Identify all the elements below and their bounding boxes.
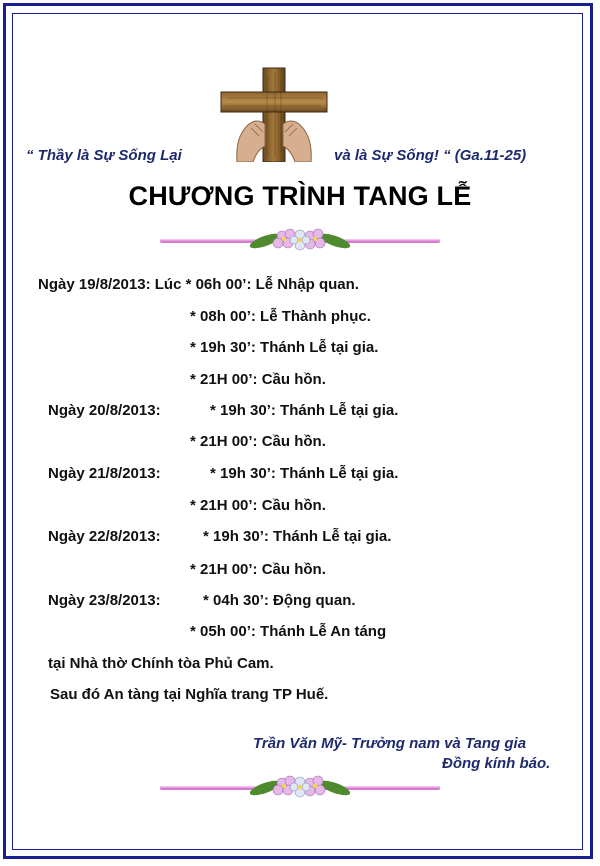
schedule-line: * 21H 00’: Cầu hồn.	[190, 497, 326, 514]
schedule-line: * 19h 30’: Thánh Lễ tại gia.	[190, 339, 379, 356]
quote-right: và là Sự Sống! “ (Ga.11-25)	[334, 147, 527, 164]
flower-divider-icon	[160, 228, 440, 254]
schedule-line: * 19h 30’: Thánh Lễ tại gia.	[203, 528, 392, 545]
schedule-line: * 21H 00’: Cầu hồn.	[190, 561, 326, 578]
schedule-line: * 19h 30’: Thánh Lễ tại gia.	[210, 465, 399, 482]
schedule-date: Ngày 22/8/2013:	[48, 528, 161, 545]
schedule-date: Ngày 23/8/2013:	[48, 592, 161, 609]
schedule-line: * 05h 00’: Thánh Lễ An táng	[190, 623, 387, 640]
flower-divider-icon	[160, 775, 440, 801]
schedule-line: Sau đó An tàng tại Nghĩa trang TP Huế.	[50, 686, 329, 703]
schedule-line: * 21H 00’: Cầu hồn.	[190, 433, 326, 450]
schedule-line: * 04h 30’: Động quan.	[203, 592, 356, 609]
page-title: CHƯƠNG TRÌNH TANG LỄ	[128, 181, 472, 211]
schedule-line: Ngày 19/8/2013: Lúc * 06h 00’: Lễ Nhập quan.	[38, 276, 359, 293]
schedule-line: * 08h 00’: Lễ Thành phục.	[190, 308, 371, 325]
signature-line2: Đồng kính báo.	[442, 755, 551, 772]
schedule-line: * 19h 30’: Thánh Lễ tại gia.	[210, 402, 399, 419]
quote-left: “ Thầy là Sự Sống Lại	[26, 147, 182, 164]
schedule-date: Ngày 21/8/2013:	[48, 465, 161, 482]
schedule-date: Ngày 20/8/2013:	[48, 402, 161, 419]
schedule-line: * 21H 00’: Cầu hồn.	[190, 371, 326, 388]
cross-with-hands-image	[215, 66, 333, 162]
signature-line1: Trần Văn Mỹ- Trưởng nam và Tang gia	[253, 735, 527, 752]
schedule-line: tại Nhà thờ Chính tòa Phủ Cam.	[48, 655, 274, 672]
